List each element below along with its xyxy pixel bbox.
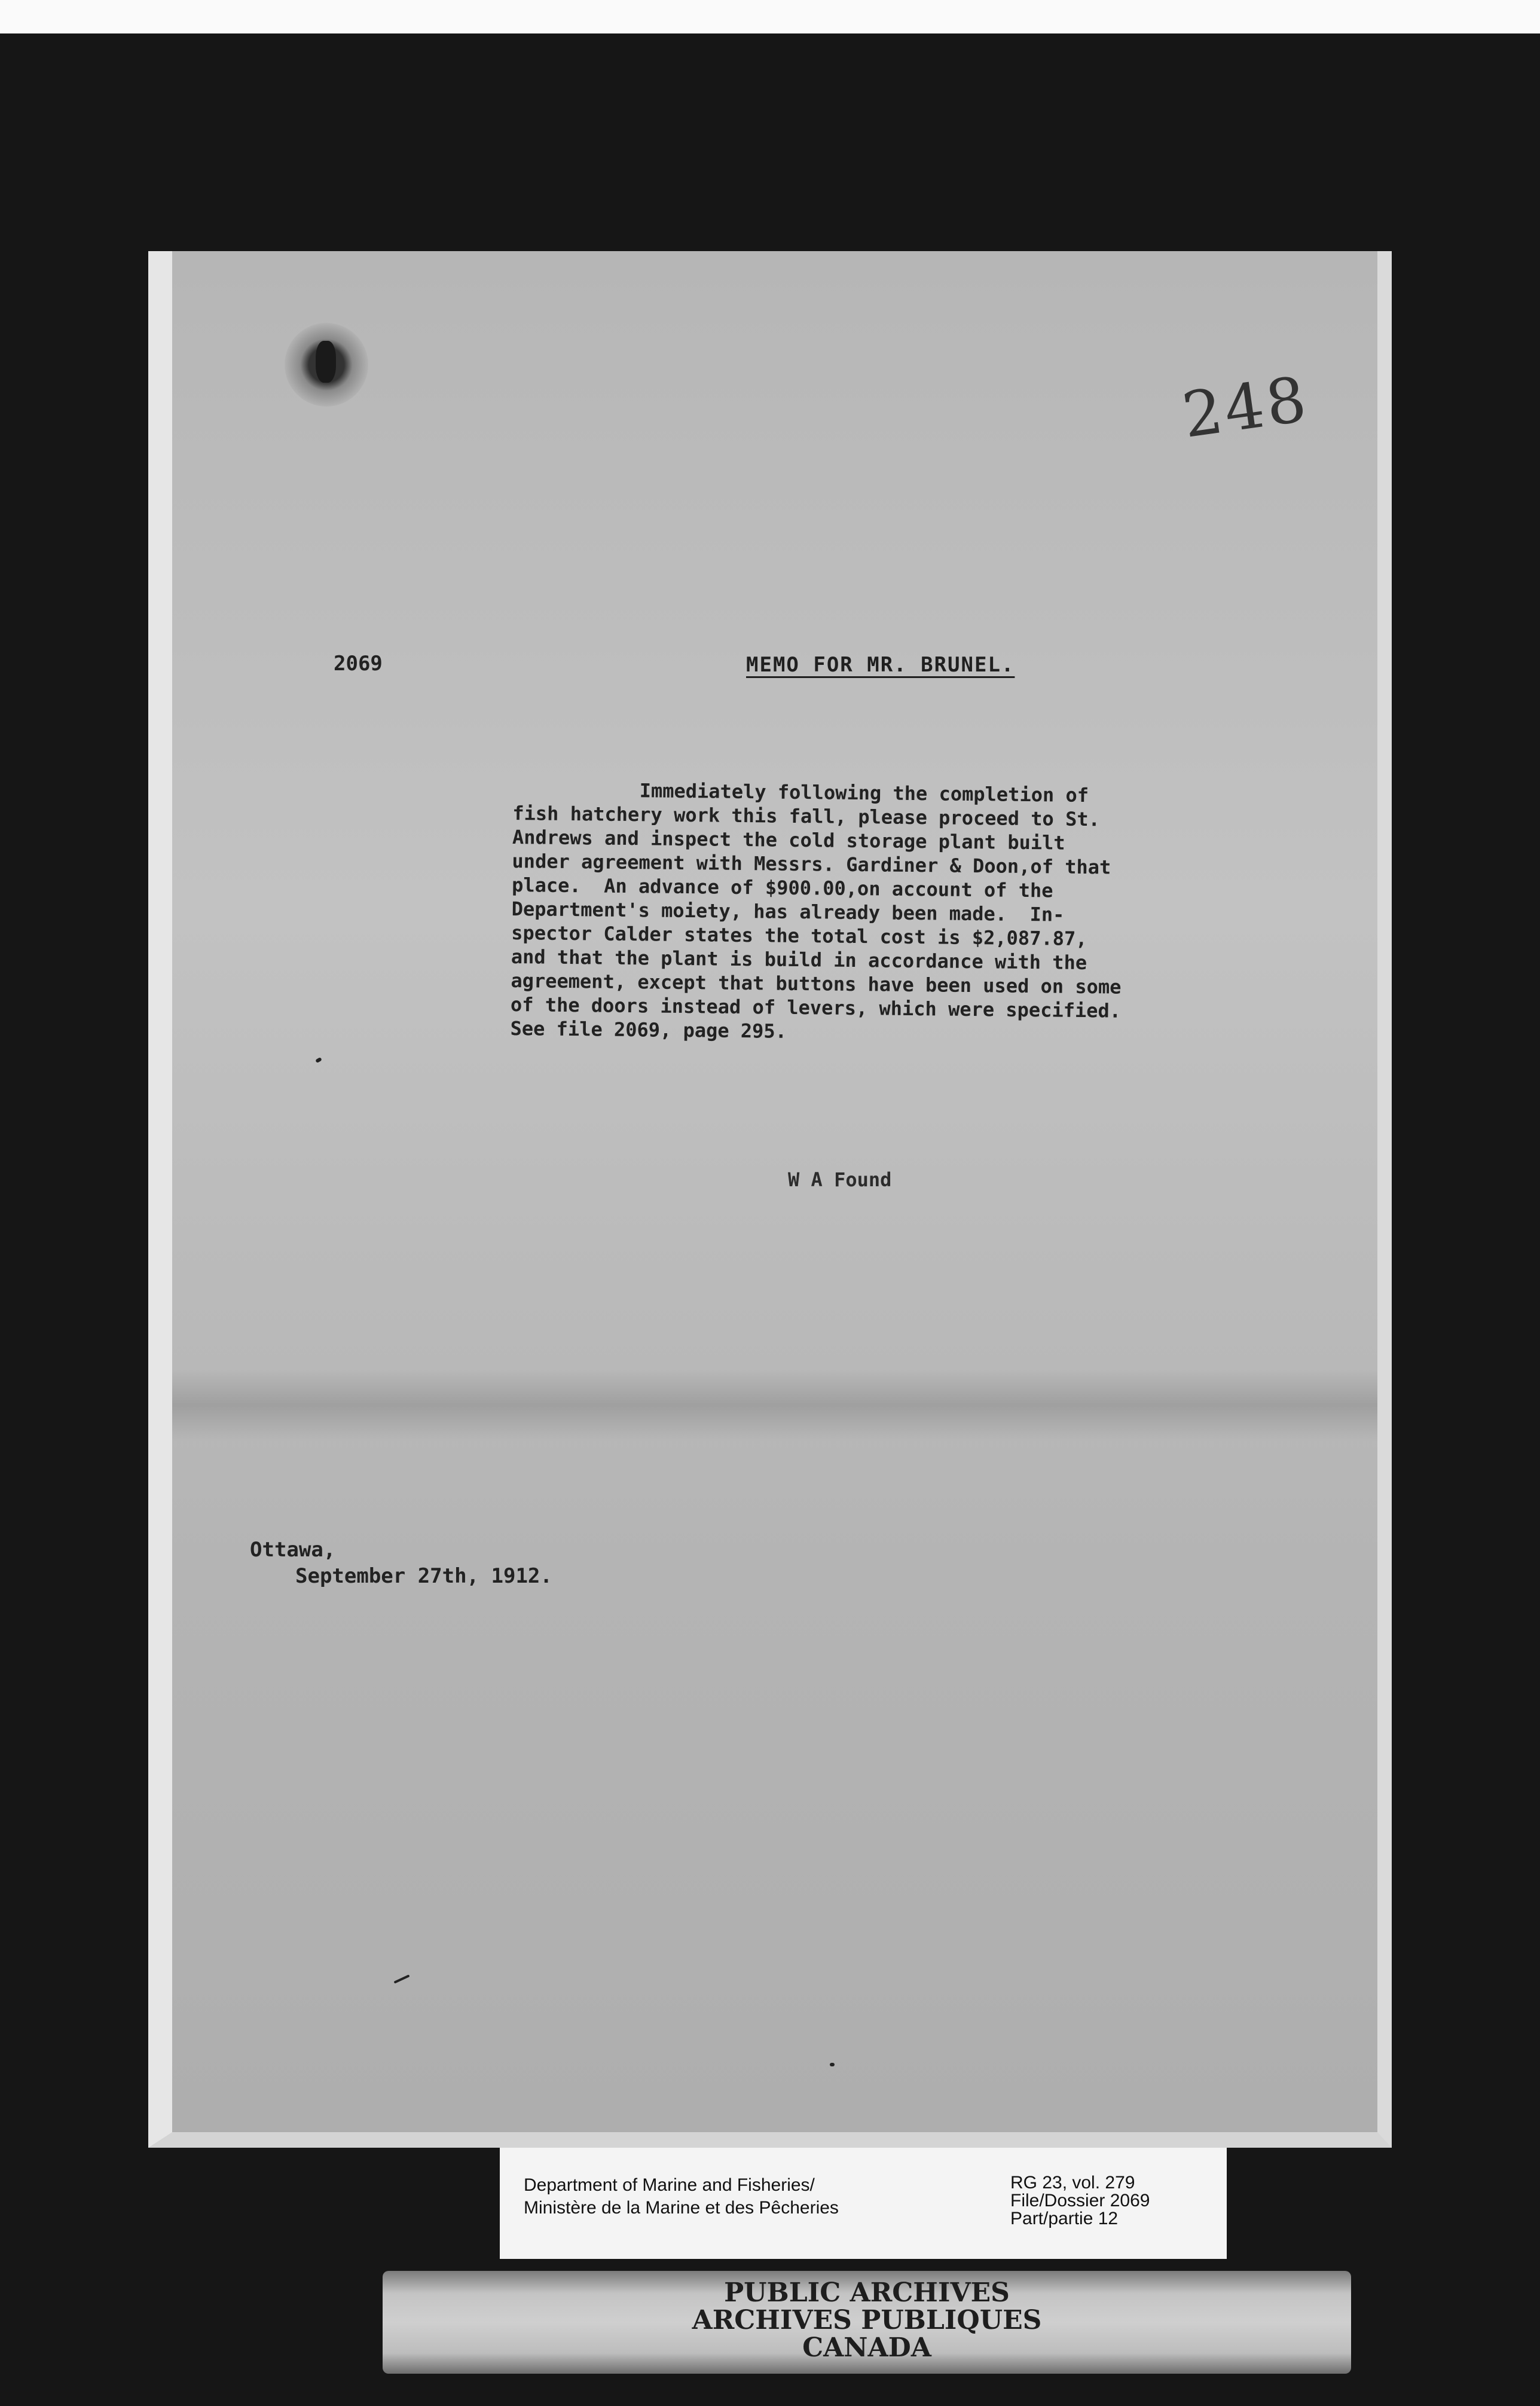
body-line: fish hatchery work this fall, please proceed to St. <box>512 801 1101 831</box>
memo-title: MEMO FOR MR. BRUNEL. <box>746 653 1015 677</box>
paper-fold-shadow <box>172 1369 1377 1441</box>
department-fr: Ministère de la Marine et des Pêcheries <box>524 2198 839 2218</box>
stamp-line-1: PUBLIC ARCHIVES <box>724 2277 1010 2308</box>
body-line: See file 2069, page 295. <box>510 1016 787 1043</box>
memo-page <box>148 251 1392 2148</box>
body-line: under agreement with Messrs. Gardiner & Doon,of that <box>512 849 1111 879</box>
file-reference: File/Dossier 2069 <box>1010 2191 1150 2210</box>
body-line: spector Calder states the total cost is $2,087.87, <box>511 921 1087 951</box>
place-line: Ottawa, <box>250 1538 336 1562</box>
body-line: and that the plant is build in accordance with the <box>511 945 1087 975</box>
ink-speck <box>830 2063 835 2066</box>
top-margin-strip <box>0 0 1540 33</box>
punch-hole-icon <box>285 323 368 407</box>
archives-stamp <box>383 2271 1351 2374</box>
body-line: of the doors instead of levers, which were specified. <box>510 993 1122 1022</box>
department-en: Department of Marine and Fisheries/ <box>524 2175 815 2195</box>
memo-body <box>510 777 1386 1049</box>
file-number: 2069 <box>334 652 383 676</box>
body-line: Department's moiety, has already been made. In- <box>511 897 1065 926</box>
body-line: Immediately following the completion of <box>512 778 1089 807</box>
stamp-line-2: ARCHIVES PUBLIQUES <box>692 2305 1042 2335</box>
date-line: September 27th, 1912. <box>295 1564 552 1588</box>
record-group: RG 23, vol. 279 <box>1010 2173 1135 2193</box>
signature: W A Found <box>788 1168 892 1191</box>
ink-speck <box>315 1057 322 1063</box>
body-line: place. An advance of $900.00,on account of the <box>511 873 1053 902</box>
body-line: agreement, except that buttons have been used on some <box>511 969 1122 999</box>
part-reference: Part/partie 12 <box>1010 2209 1119 2228</box>
ink-speck <box>393 1974 410 1983</box>
body-line: Andrews and inspect the cold storage plant built <box>512 825 1065 854</box>
handwritten-page-number: 248 <box>1178 362 1313 453</box>
reference-block <box>1010 2174 1150 2228</box>
archive-reference-label <box>500 2148 1227 2259</box>
stamp-line-3: CANADA <box>802 2332 931 2363</box>
department-block <box>524 2174 839 2219</box>
stamp-text <box>383 2279 1351 2362</box>
